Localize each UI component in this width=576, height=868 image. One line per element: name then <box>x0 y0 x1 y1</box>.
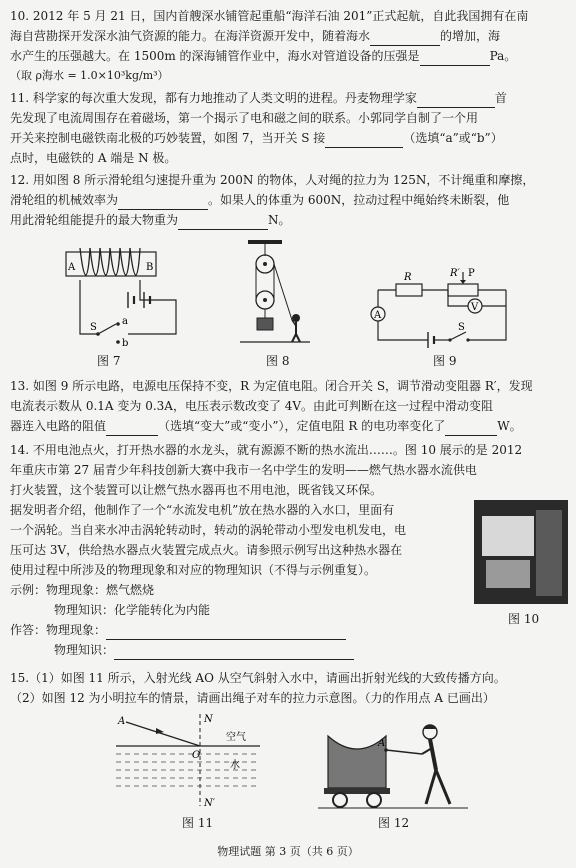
q14-example-phenomenon: 示例：物理现象：燃气燃烧 <box>10 583 155 597</box>
fig7-label-B: B <box>146 262 154 273</box>
q11-line2: 先发现了电流周围存在着磁场，第一个揭示了电和磁之间的联系。小郭同学自制了一个用 <box>10 111 479 125</box>
fig9-ammeter: A <box>374 310 382 321</box>
fig9-label-R: R <box>404 272 412 283</box>
fig11-label-O: O <box>192 750 201 761</box>
q13-blank-2[interactable] <box>445 421 497 436</box>
q12-blank-1[interactable] <box>118 195 208 210</box>
fig11-label-air: 空气 <box>226 732 246 743</box>
fig12-label-A: A <box>378 738 386 749</box>
fig10-caption: 图 10 <box>508 612 540 626</box>
fig9-caption: 图 9 <box>433 354 457 368</box>
figure-11-refraction <box>112 710 262 810</box>
q11-blank-1[interactable] <box>417 93 495 108</box>
q14-line3: 打火装置，这个装置可以让燃气热水器再也不用电池，既省钱又环保。 <box>10 483 383 497</box>
q12-line3: 用此滑轮组能提升的最大物重为 N。 <box>10 210 566 230</box>
q13-blank-1[interactable] <box>106 421 158 436</box>
question-11 <box>10 88 566 168</box>
fig11-label-Nprime: N′ <box>204 798 216 809</box>
fig12-caption: 图 12 <box>378 816 410 830</box>
q13-line3: 器连入电路的阻值 （选填“变大”或“变小”），定值电阻 R 的电功率变化了 W。 <box>10 416 566 436</box>
q14-answer-phenomenon-blank[interactable] <box>106 625 346 640</box>
figure-7-electromagnet-circuit <box>58 240 208 350</box>
q14-answer-knowledge: 物理知识： <box>10 640 566 660</box>
fig9-label-S: S <box>458 322 465 333</box>
fig11-caption: 图 11 <box>182 816 214 830</box>
q11-blank-2[interactable] <box>325 133 403 148</box>
fig11-label-water: 水 <box>230 760 240 771</box>
figure-9-circuit <box>368 262 518 352</box>
q12-blank-2[interactable] <box>178 215 268 230</box>
fig7-label-b: b <box>122 338 129 349</box>
q14-answer-knowledge-blank[interactable] <box>114 645 354 660</box>
q13-line2: 电流表示数从 0.1A 变为 0.3A，电压表示数改变了 4V。由此可判断在这一过程中滑动变阻 <box>10 399 494 413</box>
fig11-label-A: A <box>118 716 126 727</box>
fig11-label-N: N <box>204 714 213 725</box>
page-footer: 物理试题 第 3 页（共 6 页） <box>217 845 359 858</box>
fig8-caption: 图 8 <box>266 354 290 368</box>
figure-8-pulley-system <box>240 238 312 350</box>
figure-12-boy-pulling-cart <box>318 712 468 812</box>
q14-line5: 一个涡轮。当自来水冲击涡轮转动时，转动的涡轮带动小型发电机发电，电 <box>10 523 407 537</box>
fig7-caption: 图 7 <box>97 354 121 368</box>
q14-answer-phenomenon: 作答：物理现象： <box>10 620 566 640</box>
q14-line7: 使用过程中所涉及的物理现象和对应的物理知识（不得与示例重复）。 <box>10 563 377 577</box>
q12-line2: 滑轮组的机械效率为 。如果人的体重为 600N，拉动过程中绳始终未断裂，他 <box>10 190 566 210</box>
q10-line3: 水产生的压强越大。在 1500m 的深海铺管作业中，海水对管道设备的压强是 Pa。 <box>10 46 566 66</box>
question-10 <box>10 6 566 86</box>
q12-line1: 12. 用如图 8 所示滑轮组匀速提升重为 200N 的物体，人对绳的拉力为 125N，不计绳重和摩擦， <box>10 173 535 187</box>
q11-line4: 点时，电磁铁的 A 端是 N 极。 <box>10 151 177 165</box>
q10-line2: 海自营勘探开发深水油气资源的能力。在海洋资源开发中，随着海水 的增加，海 <box>10 26 566 46</box>
q14-line4: 据发明者介绍，他制作了一个“水流发电机”放在热水器的入水口，里面有 <box>10 503 395 517</box>
fig9-label-P: P <box>468 268 475 279</box>
q14-line1: 14. 不用电池点火，打开热水器的水龙头，就有源源不断的热水流出……。图 10 展示的是 2012 <box>10 443 523 457</box>
q14-line2: 年重庆市第 27 届青少年科技创新大赛中我市一名中学生的发明——燃气热水器水流供电 <box>10 463 477 477</box>
q14-example-knowledge: 物理知识：化学能转化为内能 <box>54 603 211 617</box>
q13-line1: 13. 如图 9 所示电路，电源电压保持不变，R 为定值电阻。闭合开关 S，调节滑动变阻器 R′，发现 <box>10 379 533 393</box>
fig7-label-a: a <box>122 316 128 327</box>
q15-line2: （2）如图 12 为小明拉车的情景，请画出绳子对车的拉力示意图。（力的作用点 A 已画出） <box>10 691 495 705</box>
q10-blank-1[interactable] <box>370 31 440 46</box>
q15-line1: 15.（1）如图 11 所示，入射光线 AO 从空气斜射入水中，请画出折射光线的大致传播方向。 <box>10 671 506 685</box>
fig7-label-S: S <box>90 322 97 333</box>
question-13 <box>10 376 566 436</box>
q11-line3: 开关来控制电磁铁南北极的巧妙装置，如图 7，当开关 S 接 （选填“a”或“b”） <box>10 128 566 148</box>
fig7-label-A: A <box>68 262 76 273</box>
q10-line4: （取 ρ海水 = 1.0×10³kg/m³） <box>10 69 169 82</box>
fig9-voltmeter: V <box>471 302 479 313</box>
fig9-label-Rprime: R′ <box>450 268 460 279</box>
q14-line6: 压可达 3V，供给热水器点火装置完成点火。请参照示例写出这种热水器在 <box>10 543 403 557</box>
q10-blank-2[interactable] <box>420 51 490 66</box>
question-15 <box>10 668 566 708</box>
question-12 <box>10 170 566 230</box>
figure-10-photo <box>474 500 568 604</box>
q11-line1: 11. 科学家的每次重大发现，都有力地推动了人类文明的进程。丹麦物理学家 首 <box>10 88 566 108</box>
q10-line1: 10. 2012 年 5 月 21 日，国内首艘深水铺管起重船“海洋石油 201”正式起航，自此我国拥有在南 <box>10 9 529 23</box>
